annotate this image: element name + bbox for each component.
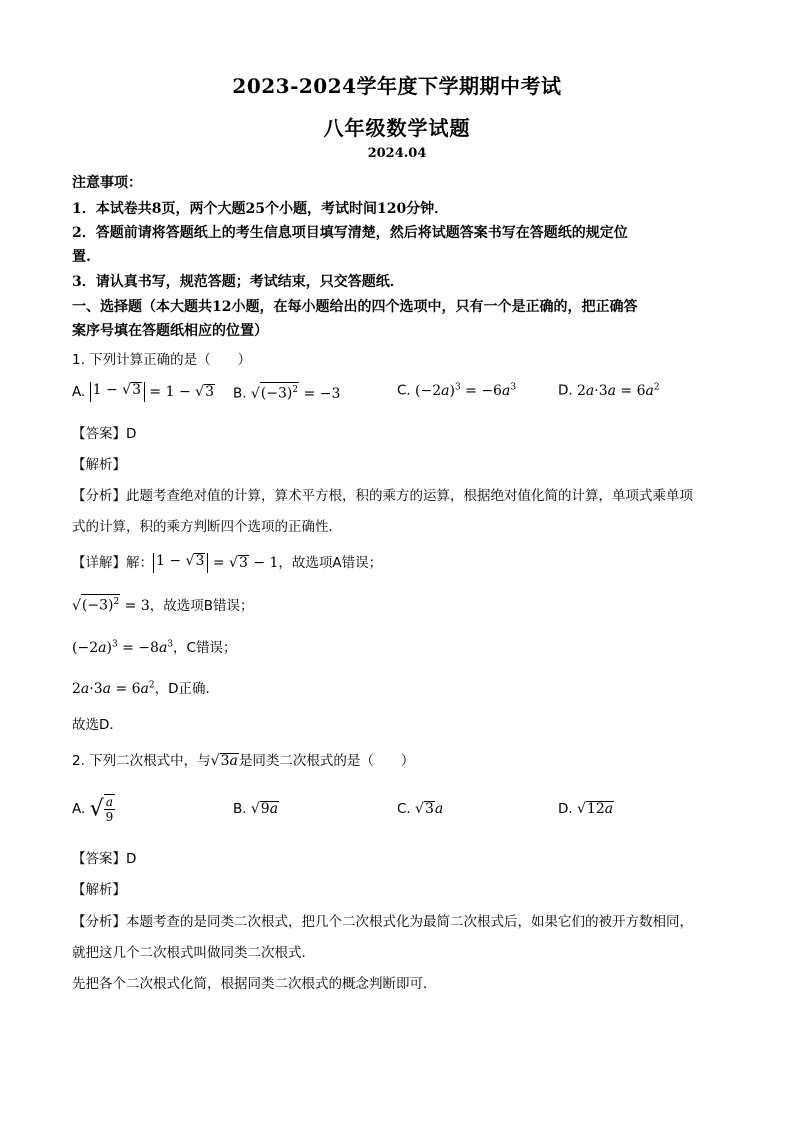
q1-detail-c-formula: $(-2a)^3 = -8a^3$ <box>72 639 174 656</box>
q1-answer: 【答案】D <box>72 426 137 442</box>
notice-item-1: 1．本试卷共8页，两个大题25个小题，考试时间120分钟． <box>72 201 449 217</box>
q1-detail-a-formula: 1 − √3 = √3 − 1 <box>153 555 278 571</box>
q1-detail-d <box>72 677 219 697</box>
q1-analysis-tag: 【解析】 <box>72 457 126 473</box>
notice-item-3: 3．请认真书写，规范答题；考试结束，只交答题纸． <box>72 274 404 290</box>
q1-stem: 1. 下列计算正确的是（ ） <box>72 352 252 368</box>
q1-option-a <box>72 382 215 402</box>
q2-fenxi-line3: 先把各个二次根式化简，根据同类二次根式的概念判断即可． <box>72 976 437 992</box>
q1-fenxi-line2: 式的计算，积的乘方判断四个选项的正确性． <box>72 519 342 535</box>
q1-option-d-label: D. <box>558 382 573 399</box>
q2-fenxi-line1: 【分析】本题考查的是同类二次根式，把几个二次根式化为最简二次根式后，如果它们的被开方数相同， <box>72 914 693 930</box>
q2-stem-formula: √3a <box>210 753 238 769</box>
q2-answer: 【答案】D <box>72 851 137 867</box>
q1-detail-a <box>72 551 382 573</box>
q1-detail-b-formula: $√(-3)^2 = 3$ <box>72 598 150 614</box>
q1-fenxi-line1: 【分析】此题考查绝对值的计算，算术平方根，积的乘方的运算，根据绝对值化简的计算，单项式乘单项 <box>72 488 693 504</box>
q2-stem-suffix: 是同类二次根式的是（ ） <box>238 753 415 769</box>
exam-date: 2024.04 <box>367 146 427 161</box>
q2-option-c <box>397 801 443 817</box>
q1-detail-a-suffix: ，故选项A错误； <box>278 555 383 571</box>
q2-option-c-formula: √3a <box>415 801 444 817</box>
q2-option-a <box>72 794 115 824</box>
exam-title: 2023-2024学年度下学期期中考试 <box>232 74 562 98</box>
q2-option-d <box>558 801 614 817</box>
q1-option-d-formula: $2a\cdot 3a = 6a^2$ <box>576 382 660 399</box>
exam-subtitle: 八年级数学试题 <box>323 116 471 140</box>
q2-option-b-label: B. <box>233 801 247 817</box>
q1-detail-prefix: 【详解】解： <box>72 555 153 571</box>
q2-fenxi-line2: 就把这几个二次根式叫做同类二次根式． <box>72 945 315 961</box>
q1-option-c-label: C. <box>397 382 411 399</box>
q2-stem <box>72 749 414 769</box>
q1-detail-c <box>72 636 236 656</box>
q1-conclusion: 故选D． <box>72 717 123 733</box>
q1-option-a-label: A. <box>72 384 86 400</box>
q1-option-b-label: B. <box>233 385 247 402</box>
section1-heading-cont: 案序号填在答题纸相应的位置） <box>72 323 268 339</box>
q1-detail-c-suffix: ，C错误； <box>173 640 237 656</box>
notice-item-2: 2．答题前请将答题纸上的考生信息项目填写清楚，然后将试题答案书写在答题纸的规定位 <box>72 225 628 241</box>
q2-stem-prefix: 2. 下列二次根式中，与 <box>72 753 211 769</box>
q1-detail-d-suffix: ，D正确． <box>154 681 220 697</box>
q2-option-c-label: C. <box>397 801 411 817</box>
q1-detail-b-suffix: ，故选项B错误； <box>149 598 254 614</box>
q1-option-c-formula: $(-2a)^3 = -6a^3$ <box>415 382 517 399</box>
q2-option-b-formula: √9a <box>250 801 279 817</box>
q2-option-a-label: A. <box>72 801 86 817</box>
q2-option-a-formula: √ $\frac{a}{9}$ <box>89 795 114 824</box>
q1-option-c <box>397 382 516 399</box>
notice-heading: 注意事项： <box>72 175 142 191</box>
notice-item-2-cont: 置. <box>72 249 91 265</box>
q1-detail-d-formula: $2a\cdot 3a = 6a^2$ <box>72 680 155 697</box>
q2-option-b <box>233 801 279 817</box>
q2-analysis-tag: 【解析】 <box>72 882 126 898</box>
q1-option-b <box>233 382 340 402</box>
q2-option-d-formula: √12a <box>576 801 614 817</box>
q1-option-b-formula: $√(-3)^2 = -3$ <box>251 386 341 402</box>
q1-detail-b <box>72 594 254 614</box>
section1-heading: 一、选择题（本大题共12小题，在每小题给出的四个选项中，只有一个是正确的，把正确答 <box>72 299 638 315</box>
q2-option-d-label: D. <box>558 801 573 817</box>
q1-option-d <box>558 382 660 399</box>
q1-option-a-formula: 1 − √3 = 1 − √3 <box>90 384 215 400</box>
